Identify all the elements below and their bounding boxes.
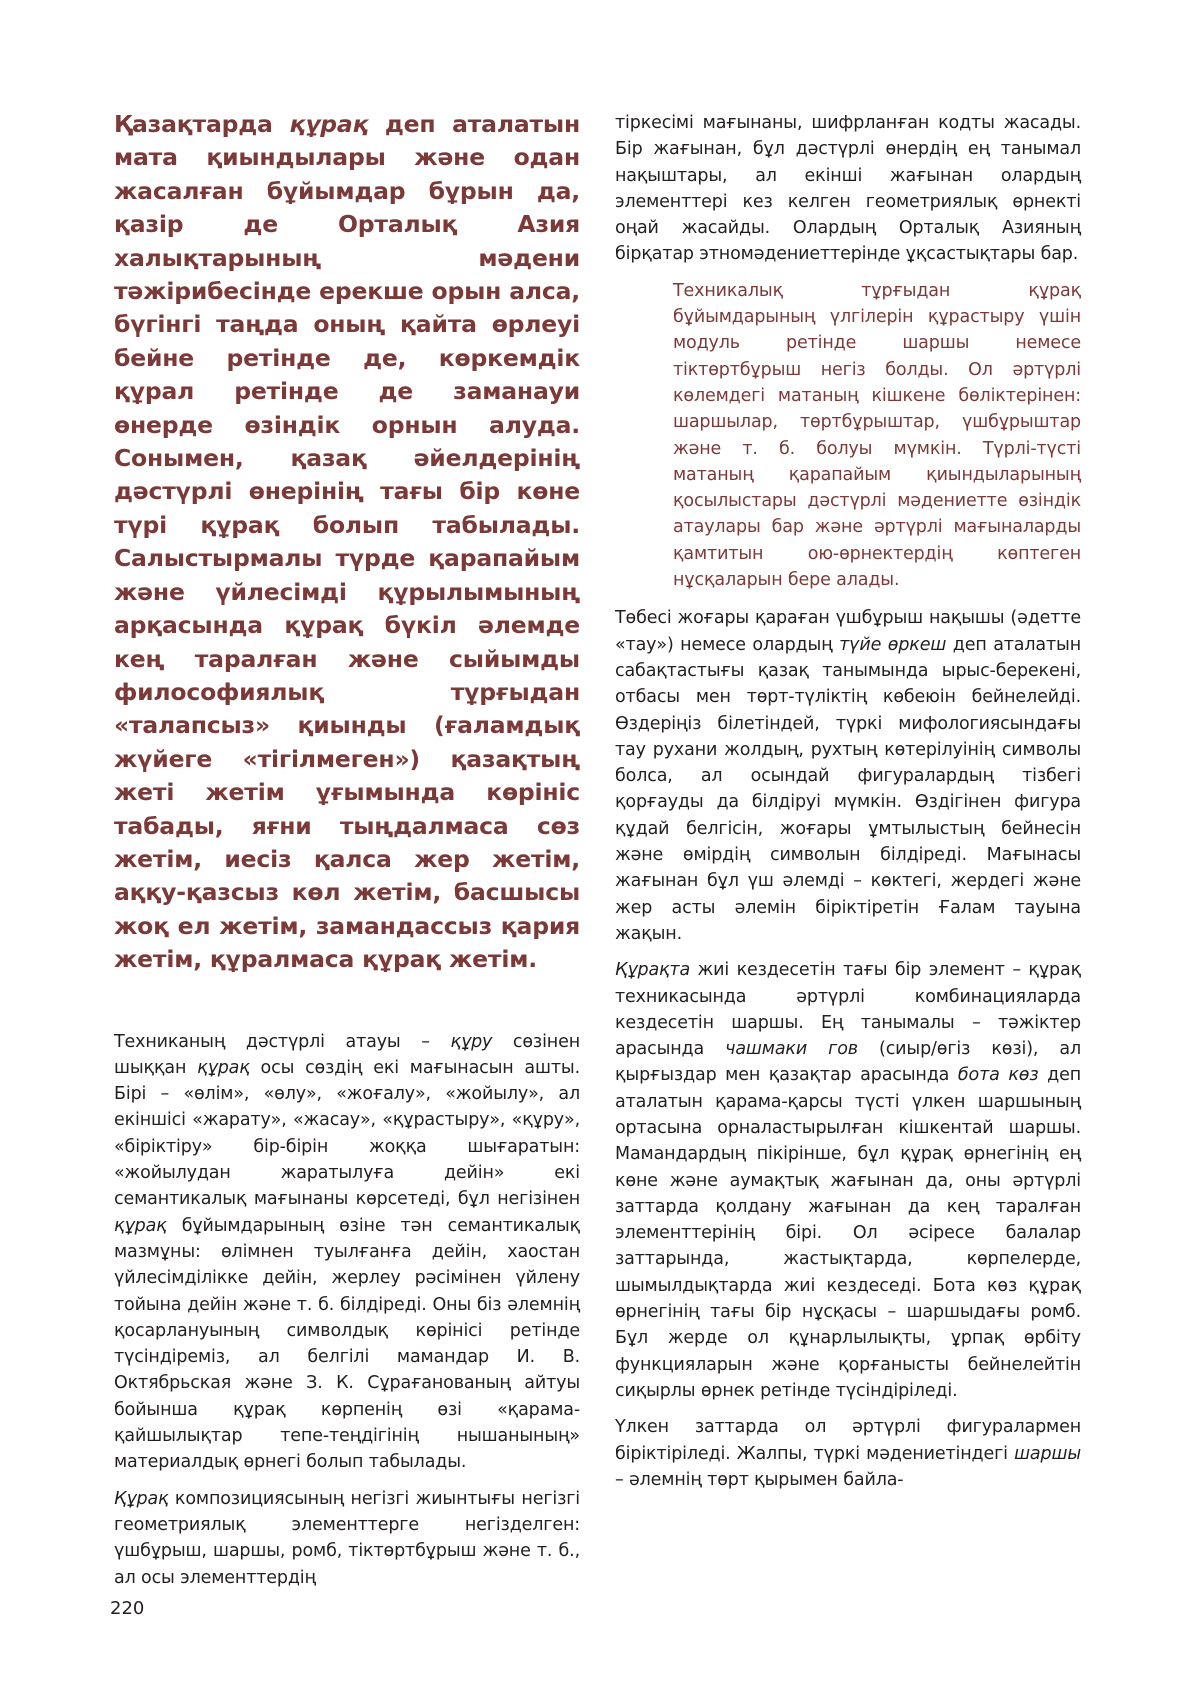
lead-emphasis: құрақ bbox=[289, 110, 369, 138]
italic-term: түйе өркеш bbox=[839, 634, 947, 655]
body-paragraph-1 bbox=[114, 1029, 580, 1476]
italic-term: құрақ bbox=[114, 1215, 167, 1236]
body-paragraph-4 bbox=[615, 605, 1081, 947]
page-number: 220 bbox=[110, 1598, 145, 1619]
text-run: деп аталатын қарама-қарсы түсті үлкен шаршының ортасына орналастырылған кішкентай шаршы. Мамандардың пікірінше, бұл құрақ өрнегінің ең көне және аумақтық жағынан да, оны әртүрлі заттарда қолдану жағынан да кең таралған элементтерінің бірі. Ол әсіресе балалар заттарында, жастықтарда, көрпелерде, шымылдықтарда жиі кездеседі. Бота көз құрақ өрнегінің тағы бір нұсқасы – шаршыдағы ромб. Бұл жерде ол құнарлылықты, ұрпақ өрбіту функцияларын және қорғанысты бейнелейтін сиқырлы өрнек ретінде түсіндіріледі. bbox=[615, 1065, 1081, 1401]
left-column bbox=[114, 108, 580, 1601]
lead-text: Қазақтарда bbox=[114, 110, 290, 138]
body-paragraph-6 bbox=[615, 1414, 1081, 1493]
text-run: деп аталатын сабақтастығы қазақ танымында ырыс-берекені, отбасы мен төрт-түліктің көбеюін бейнелейді. Өздеріңіз білетіндей, түркі мифологиясындағы тау рухани жолдың, рухтың көтерілуінің символы болса, ал осындай фигуралардың тізбегі қорғауды да білдіруі мүмкін. Өздігінен фигура құдай белгісін, жоғары ұмтылыстың бейнесін және өмірдің символын білдіреді. Мағынасы жағынан бұл үш әлемді – көктегі, жердегі және жер асты әлемін біріктіретін Ғалам тауына жақын. bbox=[615, 634, 1081, 944]
body-paragraph-2 bbox=[114, 1486, 580, 1591]
text-run: (сиыр/өгіз көзі), ал қырғыздар мен қазақтар арасында bbox=[615, 1039, 1081, 1086]
italic-term: чашмаки гов bbox=[725, 1039, 858, 1060]
lead-text-cont: деп аталатын мата қиындылары және одан жасалған бұйымдар бұрын да, қазір де Орталық Азия халықтарының мәдени тәжірибесінде ерекше орын алса, бүгінгі таңда оның қайта өрлеуі бейне ретінде де, көркемдік құрал ретінде де заманауи өнерде өзіндік орнын алуда. Сонымен, қазақ әйелдерінің дәстүрлі өнерінің тағы бір көне түрі құрақ болып табылады. Салыстырмалы түрде қарапайым және үйлесімді құрылымының арқасында құрақ бүкіл әлемде кең таралған және сыйымды философиялық тұрғыдан «талапсыз» қиынды (ғаламдық жүйеге «тігілмеген») қазақтың жеті жетім ұғымында көрініс табады, яғни тыңдалмаса сөз жетім, иесіз қалса жер жетім, аққу-қазсыз көл жетім, басшысы жоқ ел жетім, замандассыз қария жетім, құралмаса құрақ жетім. bbox=[114, 110, 580, 974]
italic-term: Құрақ bbox=[114, 1488, 169, 1509]
text-run: – әлемнің төрт қырымен байла- bbox=[615, 1469, 904, 1490]
body-paragraph-3: тіркесімі мағынаны, шифрланған кодты жасады. Бір жағынан, бұл дәстүрлі өнердің ең танымал нақыштары, ал екінші жағынан олардың элементтері кез келген геометриялық өрнекті оңай жасайды. Олардың Орталық Азияның бірқатар этномәдениеттерінде ұқсастықтары бар. bbox=[615, 113, 1081, 265]
body-paragraph-5 bbox=[615, 957, 1081, 1404]
text-run: Үлкен заттарда ол әртүрлі фигуралармен біріктіріледі. Жалпы, түркі мәдениетіндегі bbox=[615, 1417, 1081, 1464]
text-run: сөзінен шыққан bbox=[114, 1031, 580, 1078]
italic-term: Құрақта bbox=[615, 960, 691, 981]
text-run: жиі кездесетін тағы бір элемент – құрақ техникасында әртүрлі комбинацияларда кездесетін шаршы. Ең танымалы – тәжіктер арасында bbox=[615, 960, 1081, 1060]
text-run: Төбесі жоғары қараған үшбұрыш нақышы (әдетте «тау») немесе олардың bbox=[615, 608, 1081, 655]
text-run: Техниканың дәстүрлі атауы – bbox=[114, 1031, 451, 1052]
italic-term: бота көз bbox=[957, 1065, 1039, 1086]
text-run: композициясының негізгі жиынтығы негізгі геометриялық элементтерге негізделген: үшбұрыш, шаршы, ромб, тіктөртбұрыш және т. б., ал осы элементтердің bbox=[114, 1488, 580, 1588]
italic-term: құрақ bbox=[197, 1057, 250, 1078]
italic-term: құру bbox=[450, 1031, 493, 1052]
italic-term: шаршы bbox=[1014, 1443, 1081, 1464]
right-column bbox=[615, 110, 1081, 1503]
indented-quote: Техникалық тұрғыдан құрақ бұйымдарының үлгілерін құрастыру үшін модуль ретінде шаршы немесе тіктөртбұрыш негіз болды. Ол әртүрлі көлемдегі матаның кішкене бөліктерінен: шаршылар, төртбұрыштар, үшбұрыштар және т. б. болуы мүмкін. Түрлі-түсті матаның қарапайым қиындыларының қосылыстары дәстүрлі мәдениетте өзіндік атаулары бар және әртүрлі мағыналарды қамтитын ою-өрнектердің көптеген нұсқаларын бере алады. bbox=[673, 280, 1081, 591]
text-run: осы сөздің екі мағынасын ашты. Бірі – «өлім», «өлу», «жоғалу», «жойылу», ал екіншісі «жарату», «жасау», «құрастыру», «құру», «біріктіру» бір-бірін жоққа шығаратын: «жойылудан жаратылуға дейін» екі семантикалық мағынаны көрсетеді, бұл негізінен bbox=[114, 1057, 580, 1210]
lead-paragraph bbox=[114, 108, 580, 977]
text-run: бұйымдарының өзіне тән семантикалық мазмұны: өлімнен туылғанға дейін, хаостан үйлесімділікке дейін, жерлеу рәсімінен үйлену тойына дейін және т. б. білдіреді. Оны біз әлемнің қосарлануының символдық көрінісі ретінде түсіндіреміз, ал белгілі мамандар И. В. Октябрьская және З. К. Сұрағанованың айтуы бойынша құрақ көрпенің өзі «қарама-қайшылықтар тепе-теңдігінің нышанының» материалдық өрнегі болып табылады. bbox=[114, 1215, 580, 1473]
